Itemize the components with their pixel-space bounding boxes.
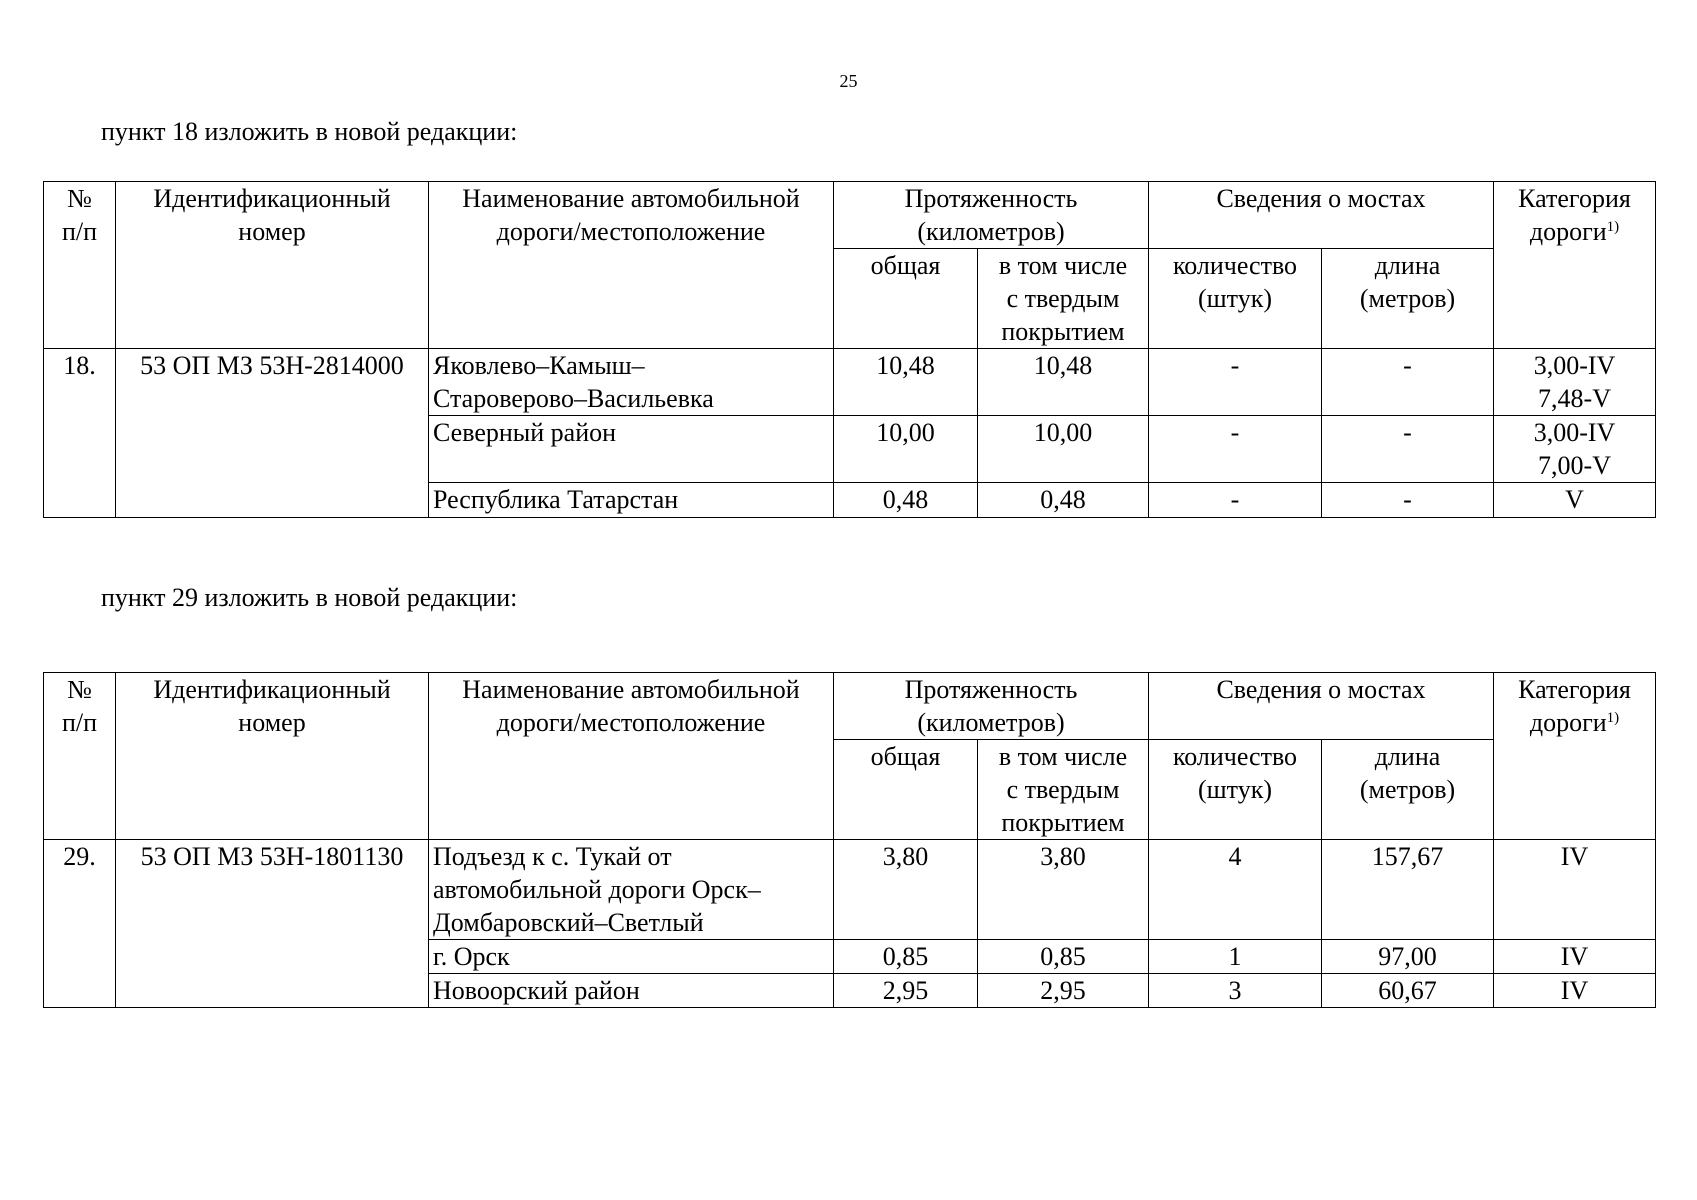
- header-num: № п/п: [44, 182, 116, 349]
- header-bridges-count: количество (штук): [1149, 249, 1322, 349]
- bridges-length: 60,67: [1322, 974, 1494, 1008]
- length-paved: 3,80: [978, 840, 1149, 940]
- bridges-length: -: [1322, 483, 1494, 518]
- bridges-count: -: [1149, 416, 1322, 483]
- table-row: [44, 840, 1656, 940]
- header-length-paved: в том числе с твердым покрытием: [978, 249, 1149, 349]
- length-paved: 10,48: [978, 349, 1149, 416]
- road-location: г. Орск: [429, 940, 834, 974]
- length-total: 0,85: [834, 940, 978, 974]
- bridges-count: 3: [1149, 974, 1322, 1008]
- length-total: 2,95: [834, 974, 978, 1008]
- header-length: Протяженность (километров): [834, 182, 1149, 249]
- bridges-length: -: [1322, 416, 1494, 483]
- section-intro-18: пункт 18 изложить в новой редакции:: [101, 117, 518, 146]
- length-total: 10,00: [834, 416, 978, 483]
- header-name: Наименование автомобильной дороги/местоположение: [429, 182, 834, 349]
- header-length-paved: в том числе с твердым покрытием: [978, 740, 1149, 840]
- bridges-count: -: [1149, 483, 1322, 518]
- header-id: Идентификационный номер: [116, 182, 429, 349]
- road-id: 53 ОП МЗ 53Н-2814000: [116, 349, 429, 518]
- length-total: 3,80: [834, 840, 978, 940]
- header-num: № п/п: [44, 673, 116, 840]
- header-bridges-length: длина (метров): [1322, 249, 1494, 349]
- header-id: Идентификационный номер: [116, 673, 429, 840]
- road-id: 53 ОП МЗ 53Н-1801130: [116, 840, 429, 1008]
- length-paved: 0,85: [978, 940, 1149, 974]
- bridges-count: 1: [1149, 940, 1322, 974]
- header-bridges-length: длина (метров): [1322, 740, 1494, 840]
- section-intro-29: пункт 29 изложить в новой редакции:: [101, 583, 518, 612]
- road-category: 3,00-IV 7,48-V: [1494, 349, 1656, 416]
- length-paved: 10,00: [978, 416, 1149, 483]
- bridges-length: 97,00: [1322, 940, 1494, 974]
- row-number: 29.: [44, 840, 116, 1008]
- header-bridges-count: количество (штук): [1149, 740, 1322, 840]
- road-name: Яковлево–Камыш– Староверово–Васильевка: [429, 349, 834, 416]
- bridges-length: 157,67: [1322, 840, 1494, 940]
- header-bridges: Сведения о мостах: [1149, 673, 1494, 740]
- road-category: IV: [1494, 940, 1656, 974]
- header-category: Категория дороги$^{1)}$: [1494, 673, 1656, 840]
- road-name: Подъезд к с. Тукай от автомобильной дороги Орск– Домбаровский–Светлый: [429, 840, 834, 940]
- header-length-total: общая: [834, 740, 978, 840]
- bridges-count: -: [1149, 349, 1322, 416]
- road-location: Новоорский район: [429, 974, 834, 1008]
- road-table-29: [43, 672, 1656, 1008]
- road-category: V: [1494, 483, 1656, 518]
- road-location: Республика Татарстан: [429, 483, 834, 518]
- length-total: 10,48: [834, 349, 978, 416]
- page-number: 25: [839, 71, 858, 91]
- road-category: 3,00-IV 7,00-V: [1494, 416, 1656, 483]
- row-number: 18.: [44, 349, 116, 518]
- table-row: [44, 349, 1656, 416]
- header-bridges: Сведения о мостах: [1149, 182, 1494, 249]
- road-location: Северный район: [429, 416, 834, 483]
- header-category: Категория дороги$^{1)}$: [1494, 182, 1656, 349]
- length-paved: 2,95: [978, 974, 1149, 1008]
- header-length: Протяженность (километров): [834, 673, 1149, 740]
- bridges-length: -: [1322, 349, 1494, 416]
- length-total: 0,48: [834, 483, 978, 518]
- road-category: IV: [1494, 974, 1656, 1008]
- header-length-total: общая: [834, 249, 978, 349]
- header-name: Наименование автомобильной дороги/местоположение: [429, 673, 834, 840]
- length-paved: 0,48: [978, 483, 1149, 518]
- road-table-18: [43, 181, 1656, 518]
- road-category: IV: [1494, 840, 1656, 940]
- bridges-count: 4: [1149, 840, 1322, 940]
